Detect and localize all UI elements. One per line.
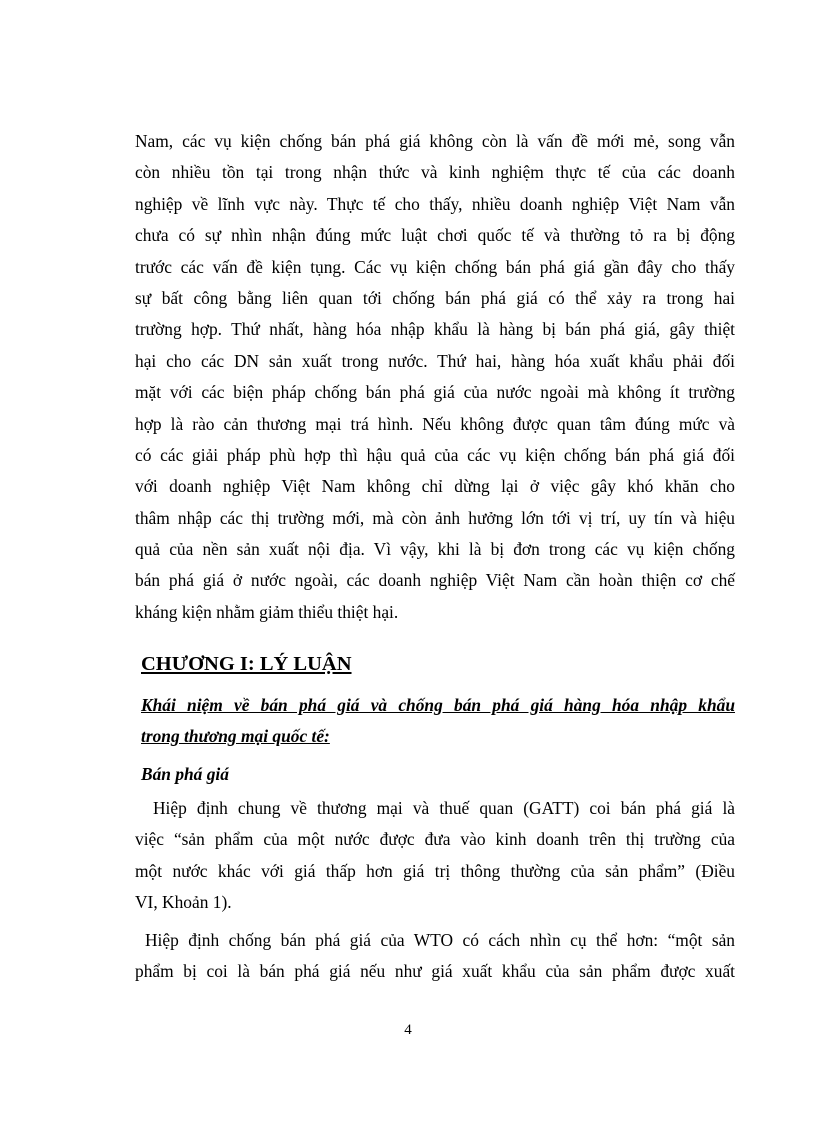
section-heading (141, 690, 735, 753)
text-line: nghiệp về lĩnh vực này. Thực tế cho thấy, nhiều doanh nghiệp Việt Nam vẫn (135, 193, 735, 214)
section-heading-line: trong thương mại quốc tế: (141, 726, 330, 747)
text-line: trước các vấn đề kiện tụng. Các vụ kiện chống bán phá giá gần đây cho thấy (135, 256, 735, 277)
subheading: Bán phá giá (141, 764, 229, 784)
text-line: sự bất công bằng liên quan tới chống bán phá giá có thể xảy ra trong hai (135, 287, 735, 308)
text-line: hợp là rào cản thương mại trá hình. Nếu không được quan tâm đúng mức và (135, 413, 735, 434)
text-line: kháng kiện nhằm giảm thiểu thiệt hại. (135, 601, 399, 622)
text-line: quả của nền sản xuất nội địa. Vì vậy, khi là bị đơn trong các vụ kiện chống (135, 539, 735, 560)
text-line: phẩm bị coi là bán phá giá nếu như giá xuất khẩu của sản phẩm được xuất (135, 961, 735, 982)
page-number: 4 (404, 1022, 412, 1038)
text-line: với doanh nghiệp Việt Nam không chỉ dừng lại ở việc gây khó khăn cho (135, 476, 735, 497)
text-line: việc “sản phẩm của một nước được đưa vào kinh doanh trên thị trường của (135, 829, 735, 850)
wto-paragraph (135, 925, 735, 988)
text-line: VI, Khoản 1). (135, 892, 232, 913)
text-line: thâm nhập các thị trường mới, mà còn ảnh hưởng lớn tới vị trí, uy tín và hiệu (135, 507, 735, 528)
text-line: còn nhiều tồn tại trong nhận thức và kinh nghiệm thực tế của các doanh (135, 162, 735, 183)
text-line: một nước khác với giá thấp hơn giá trị thông thường của sản phẩm” (Điều (135, 860, 735, 881)
gatt-paragraph (135, 793, 735, 919)
text-line: bán phá giá ở nước ngoài, các doanh nghiệp Việt Nam cần hoàn thiện cơ chế (135, 570, 735, 591)
text-line: có các giải pháp phù hợp thì hậu quả của các vụ kiện chống bán phá giá đối (135, 444, 735, 465)
section-heading-line: Khái niệm về bán phá giá và chống bán phá giá hàng hóa nhập khẩu (141, 695, 735, 715)
text-line: Hiệp định chống bán phá giá của WTO có cách nhìn cụ thể hơn: “một sản (145, 930, 735, 950)
text-line: Nam, các vụ kiện chống bán phá giá không còn là vấn đề mới mẻ, song vẫn (135, 131, 735, 151)
text-line: chưa có sự nhìn nhận đúng mức luật chơi quốc tế và thường tỏ ra bị động (135, 225, 735, 246)
text-line: trường hợp. Thứ nhất, hàng hóa nhập khẩu là hàng bị bán phá giá, gây thiệt (135, 319, 735, 340)
text-line: hại cho các DN sản xuất trong nước. Thứ hai, hàng hóa xuất khẩu phải đối (135, 350, 735, 371)
text-line: Hiệp định chung về thương mại và thuế quan (GATT) coi bán phá giá là (153, 798, 735, 818)
chapter-heading: CHƯƠNG I: LÝ LUẬN (141, 653, 352, 675)
text-line: mặt với các biện pháp chống bán phá giá của nước ngoài mà không ít trường (135, 382, 735, 403)
intro-paragraph (135, 126, 735, 628)
